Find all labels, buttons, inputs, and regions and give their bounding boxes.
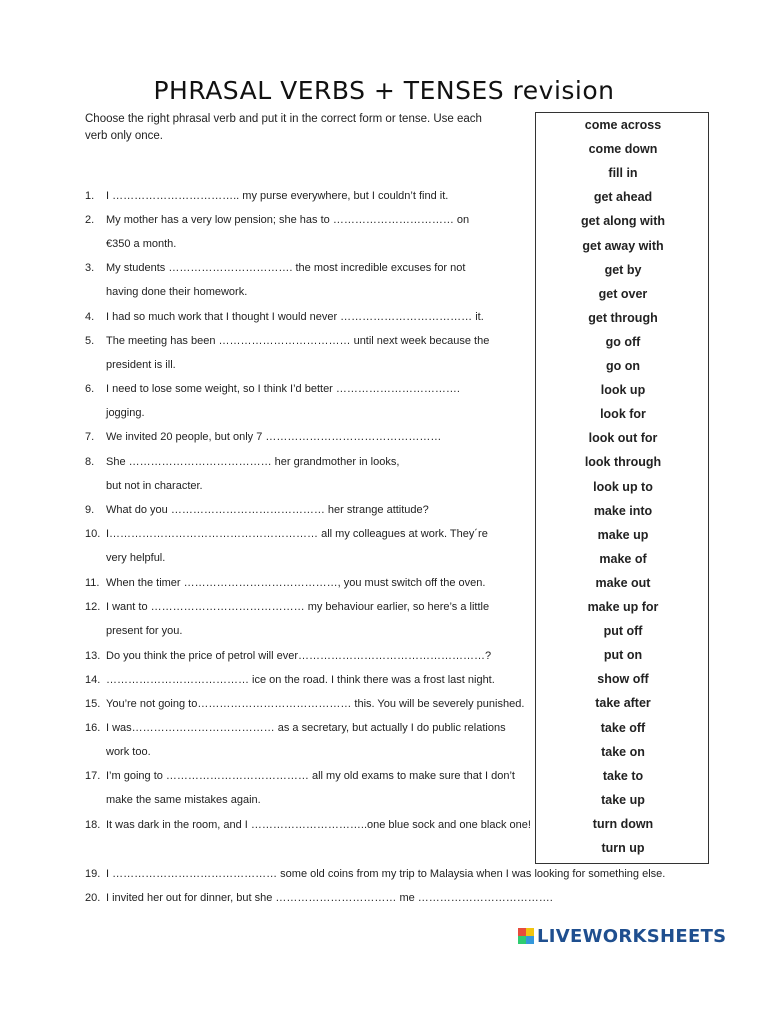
item-number: 7. bbox=[85, 431, 95, 443]
liveworksheets-logo bbox=[518, 925, 726, 947]
item-number: 20. bbox=[85, 892, 101, 904]
item-text: I invited her out for dinner, but she …………………………… me ………………………………. bbox=[106, 892, 553, 904]
item-number: 5. bbox=[85, 335, 95, 347]
item-number: 12. bbox=[85, 601, 101, 613]
word-bank-item: get by bbox=[604, 262, 642, 277]
item-number: 10. bbox=[85, 528, 101, 540]
item-text: €350 a month. bbox=[106, 238, 177, 250]
item-text: It was dark in the room, and I …………………………..one blue sock and one black one! bbox=[106, 819, 531, 831]
word-bank-item: make up bbox=[597, 527, 649, 542]
word-bank-item: take off bbox=[600, 720, 646, 735]
word-bank-item: take to bbox=[602, 768, 644, 783]
item-text: present for you. bbox=[106, 625, 183, 637]
item-number: 2. bbox=[85, 214, 95, 226]
item-text: I want to …………………………………… my behaviour earlier, so here’s a little bbox=[106, 601, 490, 613]
item-text: I’m going to ………………………………… all my old exams to make sure that I don’t bbox=[106, 770, 515, 782]
item-number: 4. bbox=[85, 311, 95, 323]
word-bank-item: take up bbox=[601, 792, 645, 807]
item-number: 6. bbox=[85, 383, 95, 395]
item-text: My students ……………………………. the most incredible excuses for not bbox=[106, 262, 466, 274]
logo-square-2 bbox=[526, 928, 534, 936]
word-bank-item: get away with bbox=[582, 238, 664, 253]
item-number: 14. bbox=[85, 674, 101, 686]
item-text: very helpful. bbox=[106, 552, 166, 564]
instructions: Choose the right phrasal verb and put it in the correct form or tense. Use each verb only once. bbox=[85, 113, 482, 142]
word-bank-item: turn up bbox=[601, 841, 645, 855]
word-bank-item: make into bbox=[593, 503, 653, 518]
item-text: but not in character. bbox=[106, 480, 203, 492]
item-text: The meeting has been ……………………………… until next week because the bbox=[106, 335, 490, 347]
item-number: 8. bbox=[85, 456, 95, 468]
word-bank-item: turn down bbox=[592, 816, 654, 831]
word-bank-item: make of bbox=[599, 551, 647, 566]
logo-square-1 bbox=[518, 928, 526, 936]
logo-square-3 bbox=[518, 936, 526, 944]
item-text: I ……………………………………… some old coins from my trip to Malaysia when I was looking for something else. bbox=[106, 868, 666, 880]
word-bank-item: get over bbox=[598, 286, 648, 301]
word-bank-item: come down bbox=[588, 142, 658, 157]
item-text: I was………………………………… as a secretary, but actually I do public relations bbox=[106, 722, 506, 734]
worksheet-title: PHRASAL VERBS + TENSES revision bbox=[153, 76, 615, 105]
item-number: 11. bbox=[85, 577, 100, 589]
word-bank-item: look for bbox=[600, 407, 646, 422]
word-bank-item: get along with bbox=[580, 214, 666, 229]
word-bank-item: look up bbox=[600, 383, 646, 398]
item-text: make the same mistakes again. bbox=[106, 794, 261, 806]
item-number: 9. bbox=[85, 504, 95, 516]
item-text: What do you …………………………………… her strange attitude? bbox=[106, 504, 429, 516]
item-text: When the timer ……………………………………, you must switch off the oven. bbox=[106, 577, 486, 589]
word-bank-item: make up for bbox=[587, 600, 659, 614]
item-text: Do you think the price of petrol will ever……………………………………………? bbox=[106, 650, 492, 662]
item-text: She ………………………………… her grandmother in looks, bbox=[106, 456, 400, 468]
item-text: having done their homework. bbox=[106, 286, 248, 298]
item-text: ………………………………… ice on the road. I think there was a frost last night. bbox=[106, 674, 495, 686]
word-bank-item: take on bbox=[601, 744, 645, 759]
item-text: We invited 20 people, but only 7 ………………………………………… bbox=[106, 431, 442, 443]
item-number: 3. bbox=[85, 262, 95, 274]
item-number: 16. bbox=[85, 722, 101, 734]
item-text: work too. bbox=[106, 746, 151, 758]
word-bank-item: make out bbox=[595, 575, 651, 590]
word-bank-item: go off bbox=[605, 334, 641, 349]
word-bank-item: put off bbox=[603, 624, 643, 639]
word-bank-item: fill in bbox=[608, 166, 638, 181]
word-bank-item: get ahead bbox=[593, 190, 653, 205]
item-number: 13. bbox=[85, 650, 101, 662]
word-bank-item: come across bbox=[584, 118, 662, 132]
word-bank-item: take after bbox=[595, 696, 651, 711]
item-number: 1. bbox=[85, 190, 95, 202]
logo-square-4 bbox=[526, 936, 534, 944]
word-bank-item: show off bbox=[597, 672, 649, 687]
word-bank-item: get through bbox=[588, 310, 658, 325]
word-bank-item: look through bbox=[584, 455, 662, 470]
logo-text: LIVEWORKSHEETS bbox=[537, 925, 727, 947]
item-number: 17. bbox=[85, 770, 101, 782]
item-text: My mother has a very low pension; she has to …………………………… on bbox=[106, 214, 470, 226]
word-bank-item: put on bbox=[603, 648, 643, 663]
word-bank bbox=[535, 112, 709, 864]
item-number: 18. bbox=[85, 819, 101, 831]
item-text: You’re not going to…………………………………… this. You will be severely punished. bbox=[106, 698, 525, 710]
item-text: I …………………………….. my purse everywhere, but I couldn’t find it. bbox=[106, 190, 449, 202]
word-bank-item: go on bbox=[605, 359, 640, 373]
item-text: I had so much work that I thought I would never ……………………………… it. bbox=[106, 311, 484, 323]
item-text: president is ill. bbox=[106, 359, 176, 371]
item-text: I………………………………………………… all my colleagues at work. They´re bbox=[106, 528, 488, 540]
item-number: 19. bbox=[85, 868, 101, 880]
word-bank-item: look up to bbox=[593, 479, 653, 494]
logo-icon bbox=[518, 928, 534, 944]
word-bank-item: look out for bbox=[588, 431, 658, 446]
item-text: jogging. bbox=[106, 407, 145, 419]
item-text: I need to lose some weight, so I think I’d better ……………………………. bbox=[106, 383, 460, 395]
item-number: 15. bbox=[85, 698, 101, 710]
